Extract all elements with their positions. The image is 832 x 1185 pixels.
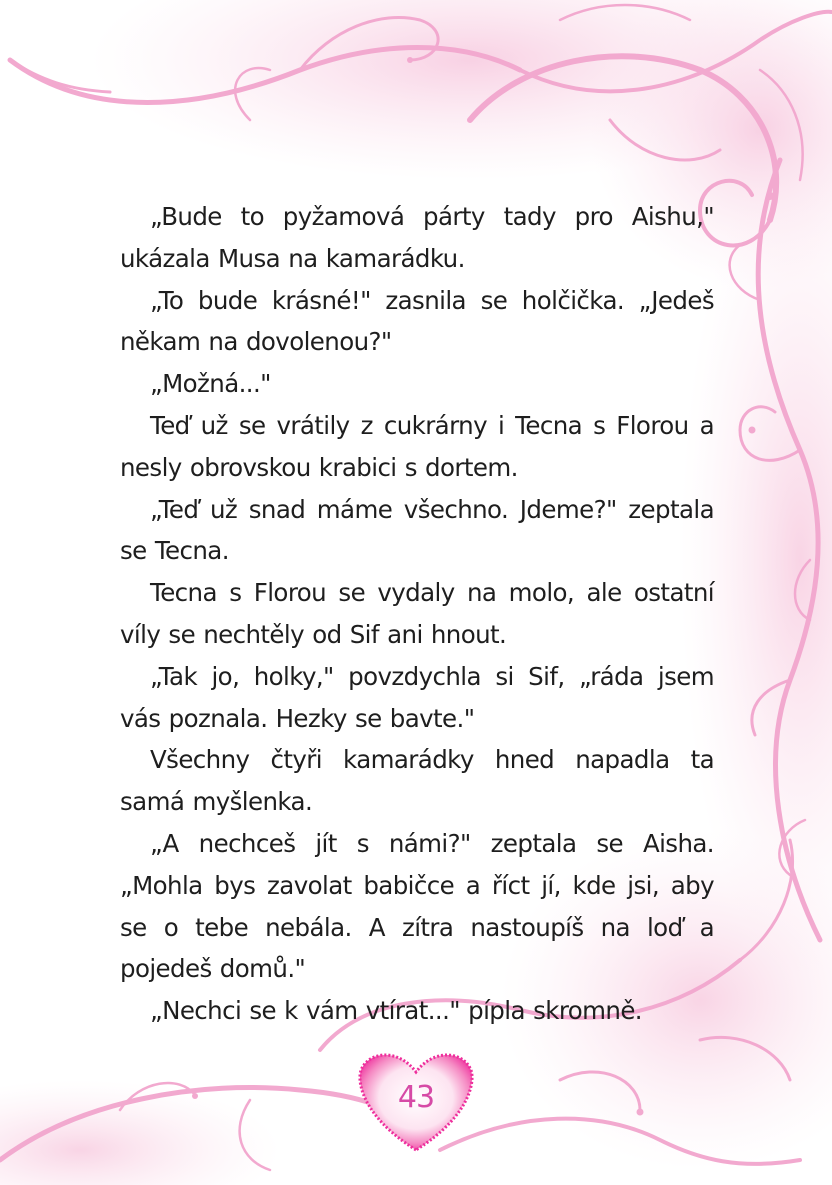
page-number: 43 <box>397 1080 435 1115</box>
paragraph-5: „Teď už snad máme všechno. Jdeme?" zeptala se Tecna. <box>120 494 714 566</box>
paragraph-9: „A nechceš jít s námi?" zeptala se Aisha. „Mohla bys zavolat babičce a říct jí, kde jsi, aby se o tebe nebála. A zítra nastoupíš na loď a pojedeš domů." <box>120 828 714 984</box>
paragraph-1: „Bude to pyžamová párty tady pro Aishu," ukázala Musa na kamarádku. <box>120 202 714 273</box>
paragraph-7: „Tak jo, holky," povzdychla si Sif, „ráda jsem vás poznala. Hezky se bavte." <box>120 661 714 733</box>
story-text <box>120 196 714 1032</box>
paragraph-2: „To bude krásné!" zasnila se holčička. „Jedeš někam na dovolenou?" <box>120 285 714 357</box>
paragraph-4: Teď už se vrátily z cukrárny i Tecna s Florou a nesly obrovskou krabici s dortem. <box>120 410 714 482</box>
page-number-badge <box>354 1052 478 1160</box>
paragraph-6: Tecna s Florou se vydaly na molo, ale ostatní víly se nechtěly od Sif ani hnout. <box>120 578 714 649</box>
paragraph-8: Všechny čtyři kamarádky hned napadla ta samá myšlenka. <box>120 745 714 817</box>
paragraph-3: „Možná..." <box>150 369 271 399</box>
paragraph-10: „Nechci se k vám vtírat..." pípla skromně. <box>150 996 642 1026</box>
